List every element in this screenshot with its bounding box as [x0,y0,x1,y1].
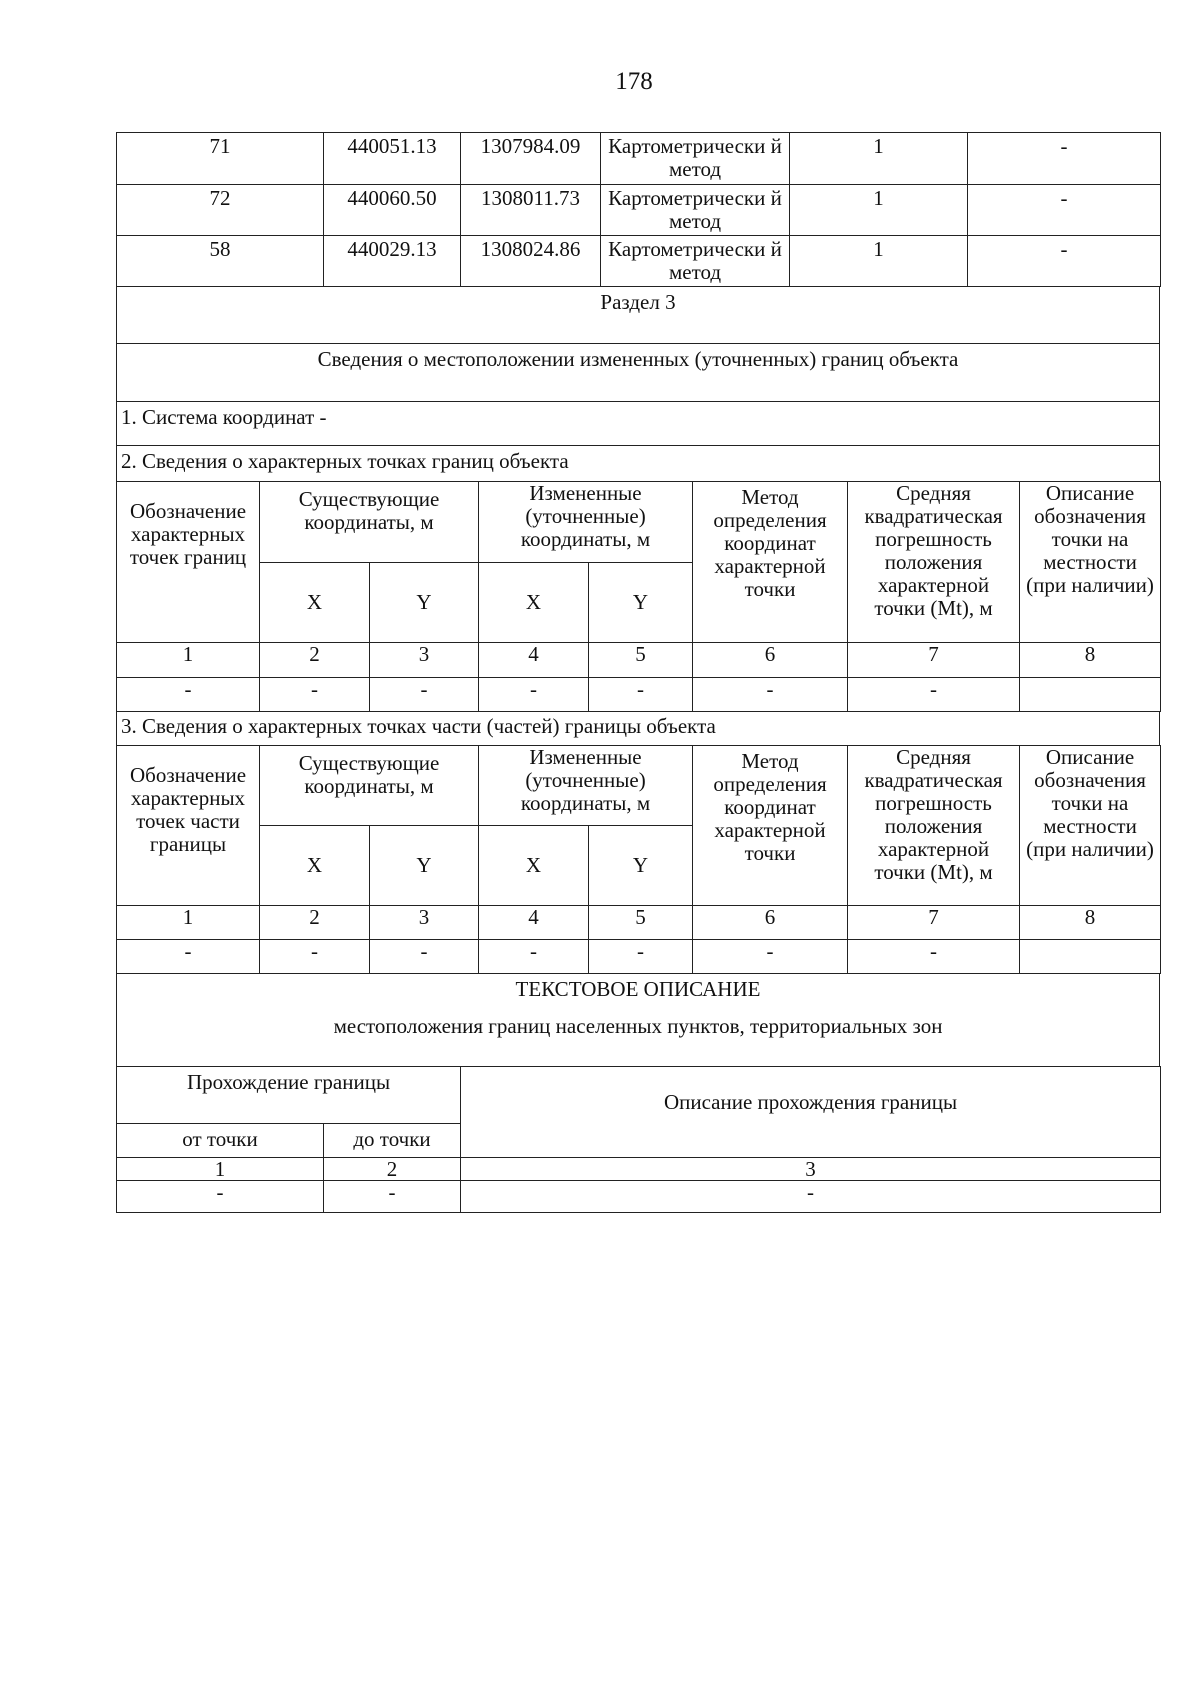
cell-value: - [693,940,848,974]
section-subtitle: Сведения о местоположении измененных (уточненных) границ объекта [117,344,1160,402]
header-y-existing: Y [370,563,479,643]
point-number: 71 [117,133,324,185]
text-description-subtitle: местоположения границ населенных пунктов, территориальных зон [333,1014,943,1038]
description: - [968,133,1161,185]
column-numbers-row [117,906,1161,940]
cell-value: - [324,1181,461,1213]
cell-value: - [370,940,479,974]
header-error: Средняя квадратическая погрешность положения характерной точки (Mt), м [848,746,1020,906]
cell-value: - [693,678,848,712]
cell-value: - [479,940,589,974]
coord-x: 440051.13 [324,133,461,185]
col-number: 8 [1020,906,1161,940]
section-header-table [116,286,1160,482]
parts-table [116,745,1161,974]
col-number: 6 [693,643,848,678]
col-number: 1 [117,1158,324,1181]
header-passage-description: Описание прохождения границы [461,1067,1161,1158]
column-numbers-row [117,643,1161,678]
table-row [117,1181,1161,1213]
method: Картометрически й метод [601,133,790,185]
cell-value: - [260,678,370,712]
cell-value: - [117,940,260,974]
parts-section-title: 3. Сведения о характерных точках части (частей) границы объекта [117,712,1160,746]
cell-value: - [461,1181,1161,1213]
header-method: Метод определения координат характерной точки [693,746,848,906]
coord-y: 1307984.09 [461,133,601,185]
coord-system: 1. Система координат - [117,402,1160,446]
col-number: 4 [479,643,589,678]
header-method: Метод определения координат характерной точки [693,482,848,643]
header-from-point: от точки [117,1124,324,1158]
table-row [117,185,1161,236]
precision: 1 [790,185,968,236]
cell-value: - [117,678,260,712]
coord-y: 1308011.73 [461,185,601,236]
cell-value: - [117,1181,324,1213]
header-to-point: до точки [324,1124,461,1158]
cell-value: - [260,940,370,974]
column-numbers-row [117,1158,1161,1181]
col-number: 1 [117,643,260,678]
col-number: 3 [461,1158,1161,1181]
header-changed-coords: Измененные (уточненные) координаты, м [479,746,693,826]
header-designation: Обозначение характерных точек границ [117,482,260,643]
cell-value [1020,940,1161,974]
col-number: 1 [117,906,260,940]
parts-title-table [116,711,1160,746]
col-number: 6 [693,906,848,940]
description: - [968,185,1161,236]
col-number: 5 [589,643,693,678]
header-y-existing: Y [370,826,479,906]
header-x-changed: X [479,826,589,906]
coord-x: 440060.50 [324,185,461,236]
header-designation: Обозначение характерных точек части границы [117,746,260,906]
point-number: 58 [117,236,324,287]
cell-value: - [848,940,1020,974]
point-number: 72 [117,185,324,236]
cell-value: - [479,678,589,712]
table-row [117,678,1161,712]
col-number: 2 [260,643,370,678]
table-row [117,133,1161,185]
text-description-title: ТЕКСТОВОЕ ОПИСАНИЕ [515,977,761,1001]
cell-value: - [589,940,693,974]
header-x-changed: X [479,563,589,643]
col-number: 2 [260,906,370,940]
header-existing-coords: Существующие координаты, м [260,746,479,826]
table-row [117,236,1161,287]
col-number: 8 [1020,643,1161,678]
header-x-existing: X [260,563,370,643]
header-x-existing: X [260,826,370,906]
cell-value: - [589,678,693,712]
coord-x: 440029.13 [324,236,461,287]
section-title: Раздел 3 [117,287,1160,344]
header-passage: Прохождение границы [117,1067,461,1124]
col-number: 7 [848,643,1020,678]
table-row [117,940,1161,974]
header-existing-coords: Существующие координаты, м [260,482,479,563]
col-number: 7 [848,906,1020,940]
header-y-changed: Y [589,826,693,906]
header-changed-coords: Измененные (уточненные) координаты, м [479,482,693,563]
header-description: Описание обозначения точки на местности (при наличии) [1020,482,1161,643]
col-number: 2 [324,1158,461,1181]
cell-value: - [848,678,1020,712]
points-table [116,481,1161,712]
method: Картометрически й метод [601,236,790,287]
method: Картометрически й метод [601,185,790,236]
description: - [968,236,1161,287]
page-number: 178 [615,68,653,95]
col-number: 3 [370,643,479,678]
text-description-header [116,973,1160,1067]
col-number: 5 [589,906,693,940]
points-section-title: 2. Сведения о характерных точках границ объекта [117,446,1160,482]
precision: 1 [790,236,968,287]
header-error: Средняя квадратическая погрешность положения характерной точки (Mt), м [848,482,1020,643]
col-number: 4 [479,906,589,940]
coord-y: 1308024.86 [461,236,601,287]
passage-table [116,1066,1161,1213]
top-coordinates-table [116,132,1161,287]
header-y-changed: Y [589,563,693,643]
col-number: 3 [370,906,479,940]
cell-value: - [370,678,479,712]
header-description: Описание обозначения точки на местности (при наличии) [1020,746,1161,906]
precision: 1 [790,133,968,185]
cell-value [1020,678,1161,712]
